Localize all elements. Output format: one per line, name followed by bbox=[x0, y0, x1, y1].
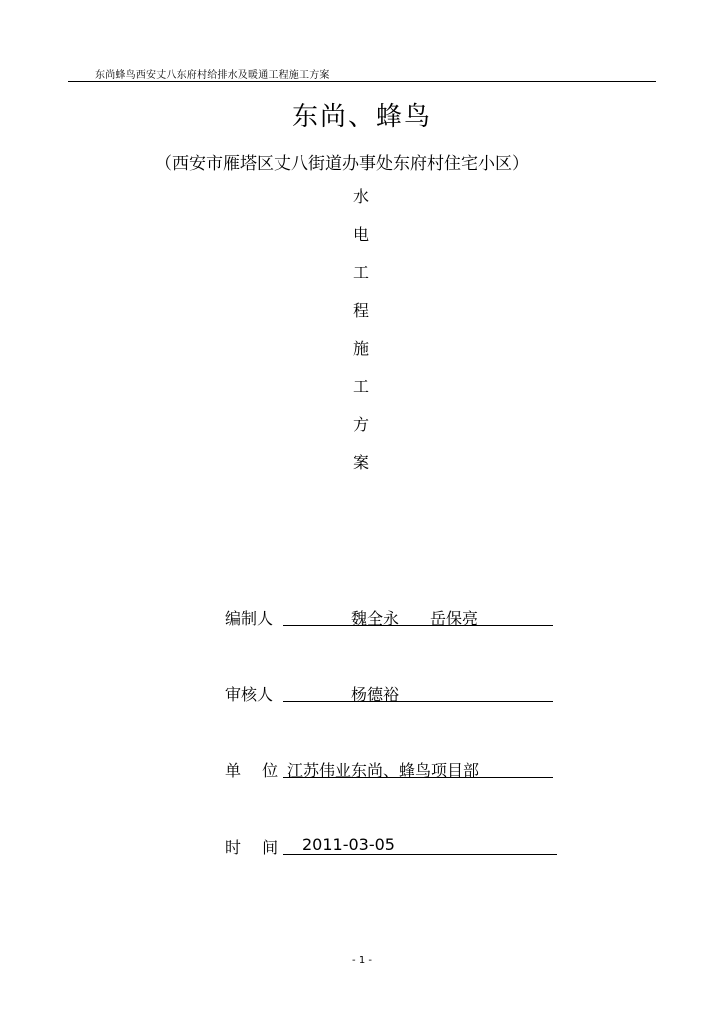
vertical-title bbox=[350, 186, 372, 490]
vertical-title-char: 案 bbox=[352, 453, 369, 472]
vertical-title-char: 电 bbox=[352, 225, 369, 244]
compiler-name-1: 魏全永 bbox=[351, 609, 400, 628]
document-subtitle: （西安市雁塔区丈八街道办事处东府村住宅小区） bbox=[155, 154, 529, 174]
document-title: 东尚、蜂鸟 bbox=[291, 102, 432, 132]
vertical-title-char: 工 bbox=[352, 263, 369, 282]
compiler-field bbox=[225, 606, 555, 630]
compiler-label: 编制人 bbox=[225, 609, 274, 628]
running-header: 东尚蜂鸟西安丈八东府村给排水及暖通工程施工方案 bbox=[95, 70, 330, 81]
vertical-title-char: 水 bbox=[352, 187, 369, 206]
date-label: 时 间 bbox=[225, 838, 279, 857]
unit-label: 单 位 bbox=[225, 761, 279, 780]
vertical-title-char: 工 bbox=[352, 377, 369, 396]
reviewer-label: 审核人 bbox=[225, 685, 274, 704]
unit-field bbox=[225, 758, 555, 782]
unit-name: 江苏伟业东尚、蜂鸟项目部 bbox=[287, 761, 480, 780]
date-field bbox=[225, 835, 560, 859]
vertical-title-char: 程 bbox=[352, 301, 369, 320]
reviewer-underline bbox=[283, 701, 553, 702]
header-rule bbox=[68, 81, 656, 82]
vertical-title-char: 施 bbox=[352, 339, 369, 358]
vertical-title-char: 方 bbox=[352, 415, 369, 434]
compiler-underline bbox=[283, 625, 553, 626]
reviewer-field bbox=[225, 682, 555, 706]
date-value: 2011-03-05 bbox=[302, 835, 395, 854]
reviewer-name: 杨德裕 bbox=[351, 685, 400, 704]
page-number: - 1 - bbox=[352, 955, 372, 966]
compiler-name-2: 岳保亮 bbox=[430, 609, 479, 628]
date-underline bbox=[283, 854, 557, 855]
